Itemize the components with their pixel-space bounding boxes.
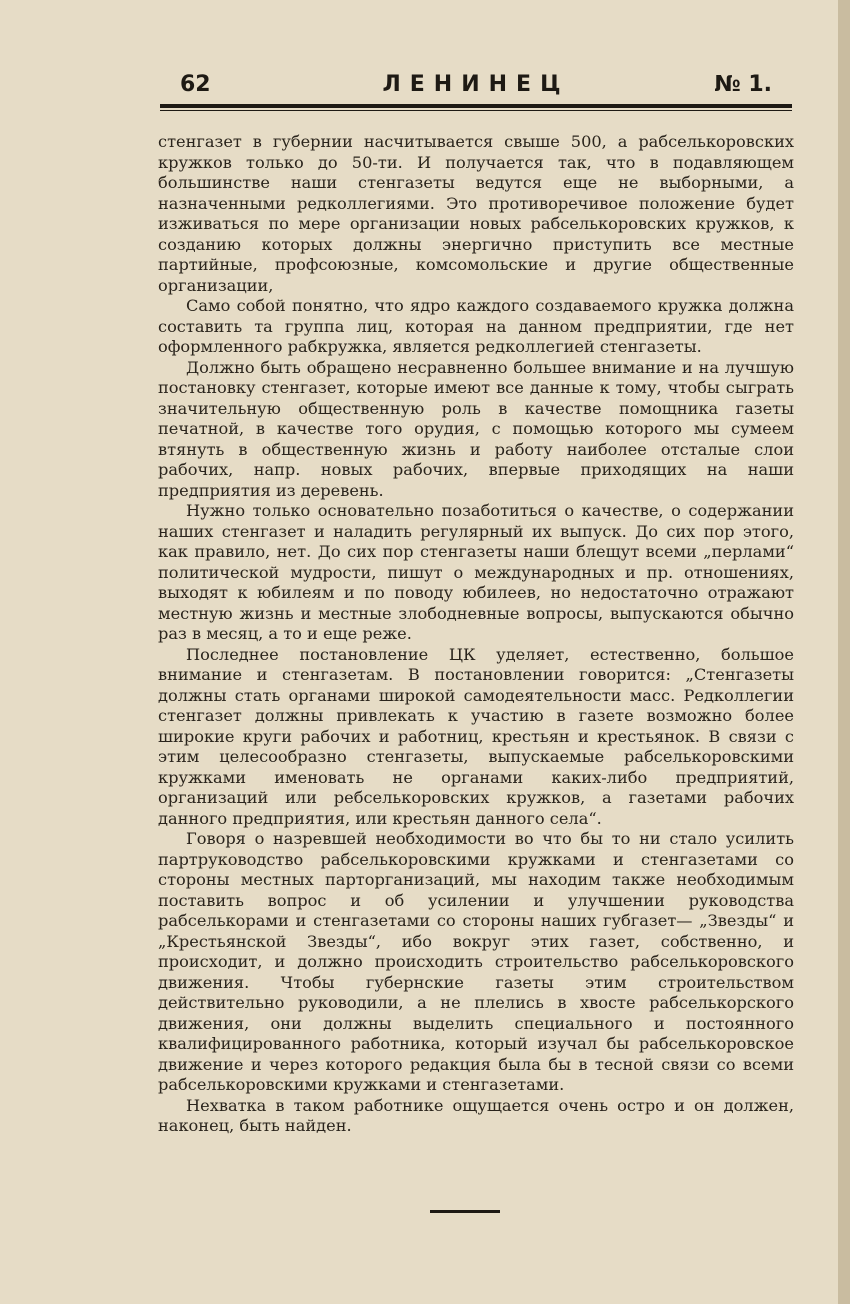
paragraph: Должно быть обращено несравненно большее внимание и на лучшую постановку стенгазет, которые имеют все данные к тому, чтобы сыграть значительную общественную роль в качестве помощника газеты печатной, в качестве того орудия, с помощью которого мы сумеем втянуть в общественную жизнь и работу наиболее отсталые слои рабочих, напр. новых рабочих, впервые приходящих на наши предприятия из деревень.: [158, 357, 794, 500]
header-rule-thin: [160, 110, 792, 111]
page-number: 62: [180, 72, 211, 97]
page-edge: [838, 0, 850, 1304]
journal-title: ЛЕНИНЕЦ: [382, 72, 570, 97]
page-header: [160, 72, 792, 104]
paragraph: Само собой понятно, что ядро каждого создаваемого кружка должна составить та группа лиц, которая на данном предприятии, где нет оформленного рабкружка, является редколлегией стенгазеты.: [158, 296, 794, 356]
paragraph: Говоря о назревшей необходимости во что бы то ни стало усилить партруководство рабселькоровскими кружками и стенгазетами со стороны местных парторганизаций, мы находим также необходимым поставить вопрос и об усилении и улучшении руководства рабселькорами и стенгазетами со стороны наших губгазет— „Звезды“ и „Крестьянской Звезды“, ибо вокруг этих газет, собственно, и происходит, и должно происходить строительство рабселькоровского движения. Чтобы губернские газеты этим строительством действительно руководили, а не плелись в хвосте рабселькорского движения, они должны выделить специального и постоянного квалифицированного работника, который изучал бы рабселькоровское движение и через которого редакция была бы в тесной связи со всеми рабселькоровскими кружками и стенгазетами.: [158, 829, 794, 1094]
paragraph-continuation: стенгазет в губернии насчитывается свыше 500, а рабселькоровских кружков только до 50-ти. И получается так, что в подавляющем большинстве наши стенгазеты ведутся еще не выборными, а назначенными редколлегиями. Это противоречивое положение будет изживаться по мере организации новых рабселькоровских кружков, к созданию которых должны энергично приступить все местные партийные, профсоюзные, комсомольские и другие общественные организации,: [158, 132, 794, 295]
issue-number: № 1.: [714, 72, 772, 97]
paragraph: Нужно только основательно позаботиться о качестве, о содержании наших стенгазет и наладить регулярный их выпуск. До сих пор этого, как правило, нет. До сих пор стенгазеты наши блещут всеми „перлами“ политической мудрости, пишут о международных и пр. отношениях, выходят к юбилеям и по поводу юбилеев, но недостаточно отражают местную жизнь и местные злободневные вопросы, выпускаются обычно раз в месяц, а то и еще реже.: [158, 501, 794, 643]
paragraph: Нехватка в таком работнике ощущается очень остро и он должен, наконец, быть найден.: [158, 1095, 794, 1135]
article-body: [158, 132, 794, 1137]
paragraph: Последнее постановление ЦК уделяет, естественно, большое внимание и стенгазетам. В постановлении говорится: „Стенгазеты должны стать органами широкой самодеятельности масс. Редколлегии стенгазет должны привлекать к участию в газете возможно более широкие круги рабочих и работниц, крестьян и крестьянок. В связи с этим целесообразно стенгазеты, выпускаемые рабселькоровскими кружками именовать не органами каких-либо предприятий, организаций или ребселькоровских кружков, а газетами рабочих данного предприятия, или крестьян данного села“.: [158, 644, 794, 828]
header-rule-thick: [160, 104, 792, 108]
end-rule: [430, 1210, 500, 1213]
